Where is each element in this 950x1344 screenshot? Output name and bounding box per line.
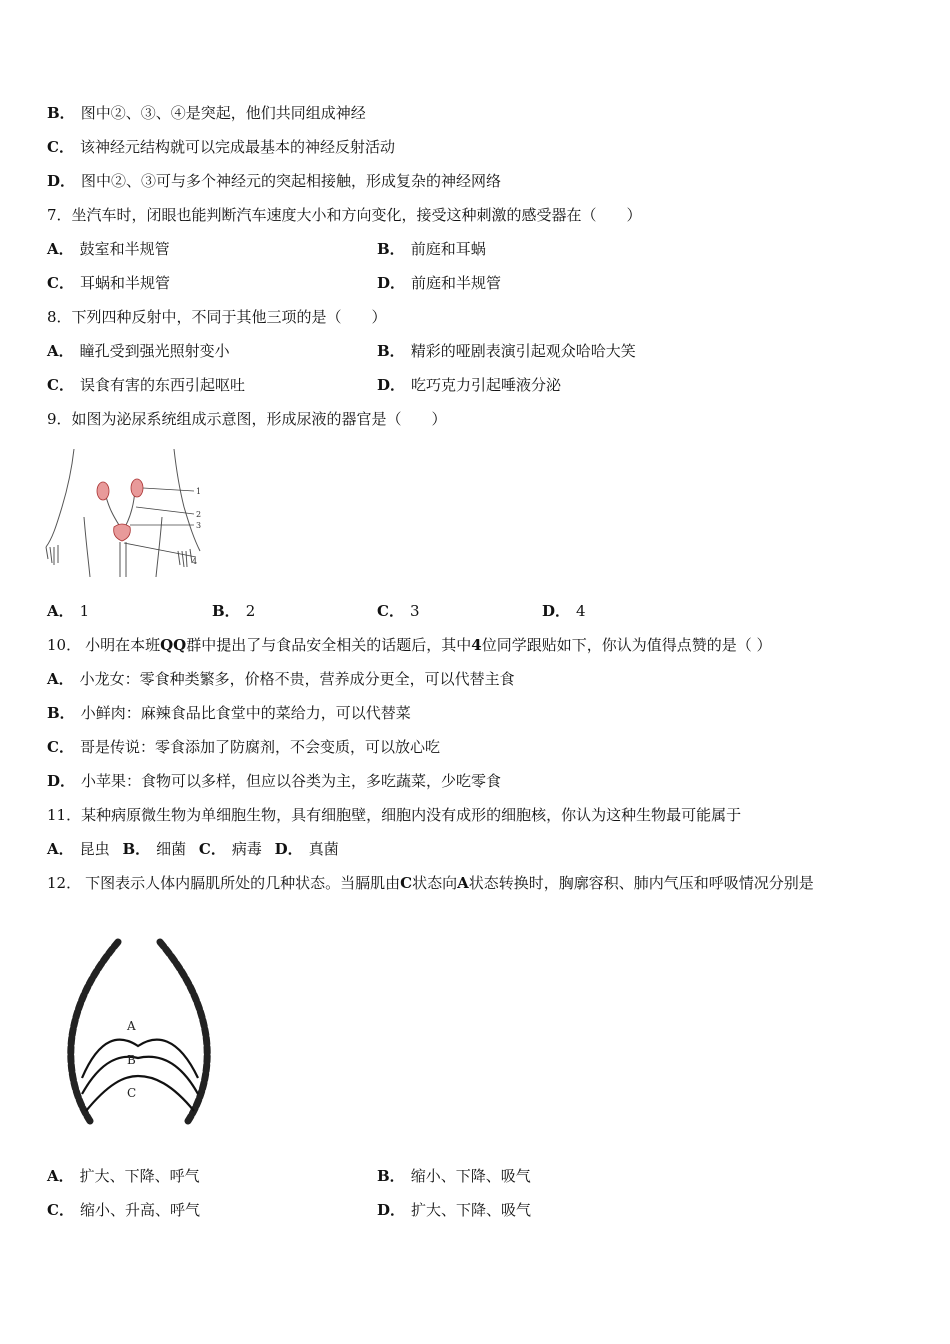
q12-stem [47,873,814,893]
option-text: 2 [245,602,256,620]
figure-label-2: 2 [196,510,202,519]
q9-option-b [212,601,255,621]
stem-text: QQ [160,636,187,654]
stem-text: 下图表示人体内膈肌所处的几种状态。当膈肌由 [85,874,401,892]
q10-option-c [47,737,440,757]
option-text: 小龙女：零食种类繁多，价格不贵，营养成分更全，可以代替主食 [79,670,515,688]
option-label: D． [377,1201,406,1219]
stem-text: C [400,874,413,892]
option-text: 缩小、下降、吸气 [410,1167,531,1185]
q8-option-d [377,375,561,395]
q12-option-a [47,1166,200,1186]
q7-option-a [47,239,170,259]
q11-options [47,839,339,859]
option-text: 图中②、③、④是突起，他们共同组成神经 [80,104,366,122]
q12-option-d [377,1200,531,1220]
option-label: C． [47,138,74,156]
option-label: A． [47,240,74,258]
kidney-left [97,482,109,500]
q8-option-a [47,341,230,361]
option-label: B． [122,840,151,858]
option-label: D． [377,376,406,394]
option-label: D． [274,840,303,858]
option-label: A． [47,840,74,858]
stem-text: 状态转换时，胸廓容积、肺内气压和呼吸情况分别是 [468,874,814,892]
q10-option-b [47,703,411,723]
q8-option-b [377,341,636,361]
q9-option-c [377,601,420,621]
q12-option-b [377,1166,531,1186]
diaphragm-label-b: B [127,1053,136,1067]
option-label: D． [377,274,406,292]
figure-label-3: 3 [196,521,202,530]
q7-option-c [47,273,170,293]
diaphragm-label-a: A [127,1019,136,1033]
diaphragm-curve-a [82,1040,198,1078]
stem-text: 4 [471,636,482,654]
option-label: B． [47,704,75,722]
q10-stem [47,635,771,655]
option-text: 该神经元结构就可以完成最基本的神经反射活动 [79,138,395,156]
option-text: 小鲜肉：麻辣食品比食堂中的菜给力，可以代替菜 [80,704,411,722]
option-label: B． [377,1167,405,1185]
option-text: 1 [79,602,90,620]
q9-stem: 9．如图为泌尿系统组成示意图，形成尿液的器官是（ ） [47,410,447,428]
stem-text: A [457,874,469,892]
option-text: 图中②、③可与多个神经元的突起相接触，形成复杂的神经网络 [81,172,502,190]
urinary-system-figure [44,447,209,579]
q9-option-d [542,601,586,621]
option-text: 4 [576,602,586,620]
option-text: 扩大、下降、吸气 [411,1201,532,1219]
option-label: C． [47,1201,74,1219]
question-number: 12． [47,874,82,892]
option-label: D． [47,172,76,190]
option-label: A． [47,602,74,620]
option-text: 细菌 [156,840,187,858]
q6-option-d [47,171,501,191]
option-text: 误食有害的东西引起呕吐 [79,376,245,394]
q8-stem: 8．下列四种反射中，不同于其他三项的是（ ） [47,308,387,326]
q10-option-a [47,669,515,689]
option-label: C． [377,602,404,620]
option-text: 昆虫 [79,840,110,858]
figure-label-1: 1 [196,487,202,496]
rib-cage [71,942,207,1121]
stem-text: 位同学跟贴如下，你认为值得点赞的是（ ） [481,636,772,654]
option-label: D． [542,602,571,620]
stem-text: 状态向 [412,874,458,892]
bladder [114,524,131,541]
option-label: B． [47,104,75,122]
diaphragm-label-c: C [127,1086,137,1100]
option-label: A． [47,670,74,688]
option-label: B． [212,602,240,620]
diaphragm-figure [60,936,220,1130]
option-text: 前庭和半规管 [411,274,502,292]
option-label: C． [198,840,226,858]
q12-option-c [47,1200,200,1220]
option-text: 鼓室和半规管 [79,240,170,258]
option-text: 扩大、下降、呼气 [79,1167,200,1185]
option-label: B． [377,240,405,258]
question-number: 10． [47,636,82,654]
option-label: A． [47,1167,74,1185]
q10-option-d [47,771,501,791]
option-text: 精彩的哑剧表演引起观众哈哈大笑 [410,342,636,360]
option-text: 缩小、升高、呼气 [79,1201,200,1219]
option-text: 前庭和耳蜗 [410,240,486,258]
q8-option-c [47,375,245,395]
diaphragm-curve-c [86,1076,194,1111]
option-text: 真菌 [308,840,339,858]
option-label: A． [47,342,74,360]
option-text: 耳蜗和半规管 [79,274,170,292]
q6-option-b [47,103,366,123]
option-label: C． [47,274,74,292]
option-text: 小苹果：食物可以多样，但应以谷类为主，多吃蔬菜，少吃零食 [81,772,502,790]
option-text: 哥是传说：零食添加了防腐剂，不会变质，可以放心吃 [79,738,440,756]
option-text: 3 [409,602,420,620]
figure-label-4: 4 [192,557,198,566]
q6-option-c [47,137,395,157]
option-text: 瞳孔受到强光照射变小 [79,342,230,360]
q7-option-b [377,239,486,259]
stem-text: 小明在本班 [85,636,161,654]
option-label: B． [377,342,405,360]
option-label: D． [47,772,76,790]
q11-stem: 11．某种病原微生物为单细胞生物，具有细胞壁，细胞内没有成形的细胞核，你认为这种生物最可能属于 [47,806,742,824]
kidney-right [131,479,143,497]
option-text: 病毒 [231,840,262,858]
stem-text: 群中提出了与食品安全相关的话题后，其中 [186,636,472,654]
q7-stem: 7．坐汽车时，闭眼也能判断汽车速度大小和方向变化，接受这种刺激的感受器在（ ） [47,206,642,224]
q9-option-a [47,601,89,621]
option-text: 吃巧克力引起唾液分泌 [411,376,562,394]
option-label: C． [47,376,74,394]
q7-option-d [377,273,501,293]
option-label: C． [47,738,74,756]
